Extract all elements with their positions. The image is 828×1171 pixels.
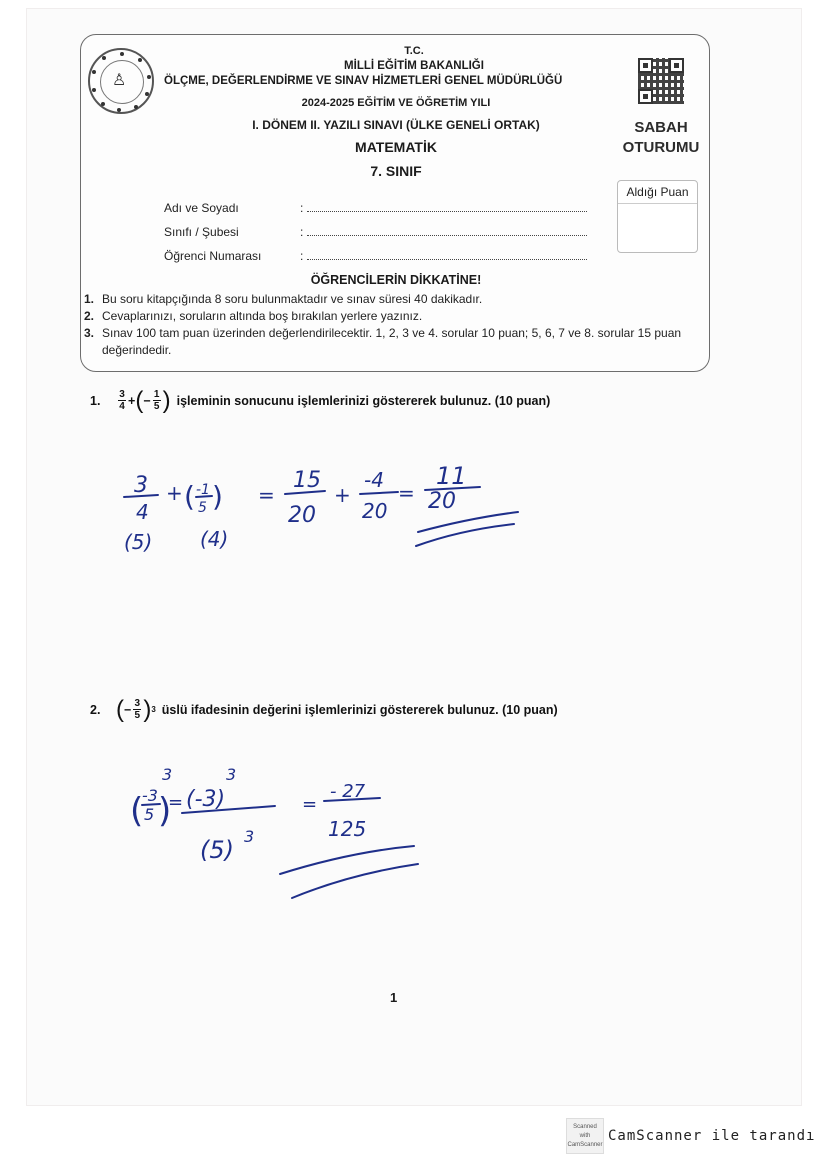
svg-text:-3: -3 [142,786,158,805]
student-number-field-label: Öğrenci Numarası [164,249,262,263]
header-directorate: ÖLÇME, DEĞERLENDİRME VE SINAV HİZMETLERİ GENEL MÜDÜRLÜĞÜ [164,75,563,87]
score-box-label: Aldığı Puan [618,181,697,204]
svg-text:=: = [258,483,275,507]
session-label: SABAH OTURUMU [622,119,700,156]
fraction: $\frac{1}{5}$ [153,389,160,412]
svg-text:20: 20 [428,489,456,514]
svg-text:20: 20 [288,503,316,528]
svg-text:11: 11 [436,462,467,490]
class-field[interactable]: Sınıfı / Şubesi : [164,225,587,239]
svg-text:125: 125 [328,817,367,841]
name-field[interactable]: Adı ve Soyadı : [164,201,587,215]
svg-text:3: 3 [134,473,148,498]
header-exam-name: I. DÖNEM II. YAZILI SINAVI (ÜLKE GENELİ ORTAK) [252,118,540,132]
svg-text:(5): (5) [124,530,153,554]
instructions-title: ÖĞRENCİLERİN DİKKATİNE! [310,273,482,287]
question-2-text: üslü ifadesinin değerini işlemlerinizi göstererek bulunuz. (10 puan) [161,702,558,717]
svg-text:3: 3 [162,765,173,784]
instruction-item: 3. Sınav 100 tam puan üzerinden değerlendirilecektir. 1, 2, 3 ve 4. sorular 10 puan; 5, 6, 7 ve 8. sorular 15 puan değerindedir. [84,326,682,357]
svg-text:): ) [158,791,172,831]
svg-text:-1: -1 [196,482,210,498]
svg-text:): ) [212,480,223,513]
svg-text:(5): (5) [200,836,234,864]
student-number-field[interactable]: Öğrenci Numarası : [164,249,587,263]
header-subject: MATEMATİK [355,139,437,155]
fraction: $\frac{3}{4}$ [119,389,125,412]
svg-text:(: ( [130,791,144,831]
svg-text:=: = [398,481,415,505]
svg-text:15: 15 [293,468,321,493]
fraction: $\frac{3}{5}$ [134,698,141,721]
header-academic-year: 2024-2025 EĞİTİM VE ÖĞRETİM YILI [301,97,491,109]
question-1: 1. $\frac{3}{4}$ + ( − $\frac{1}{5}$ ) işleminin sonucunu işlemlerinizi göstererek bulunuz. (10 puan) [90,386,551,414]
class-field-label: Sınıfı / Şubesi [164,225,239,239]
camscanner-watermark [566,1118,815,1154]
svg-text:3: 3 [244,827,255,846]
question-1-text: işleminin sonucunu işlemlerinizi göstererek bulunuz. (10 puan) [176,393,551,408]
svg-text:(: ( [184,480,195,513]
header-grade: 7. SINIF [370,163,422,179]
svg-text:- 27: - 27 [330,781,366,802]
question-2: 2. ( − $\frac{3}{5}$ ) 3 üslü ifadesinin değerini işlemlerinizi göstererek bulunuz. (10 puan) [90,695,558,723]
instruction-item: 1. Bu soru kitapçığında 8 soru bulunmaktadır ve sınav süresi 40 dakikadır. [84,292,483,306]
svg-text:=: = [302,794,318,815]
svg-text:3: 3 [226,765,237,784]
header-ministry: MİLLİ EĞİTİM BAKANLIĞI [344,60,484,72]
svg-text:=: = [168,792,184,813]
svg-text:5: 5 [198,500,207,516]
svg-text:20: 20 [362,499,388,523]
svg-text:-4: -4 [364,468,384,492]
page-number: 1 [390,990,398,1005]
svg-text:4: 4 [136,500,149,524]
svg-text:(4): (4) [200,527,229,551]
instruction-item: 2. Cevaplarınızı, soruların altında boş bırakılan yerlere yazınız. [84,309,423,323]
svg-text:(-3): (-3) [186,787,226,812]
header-tc: T.C. [404,45,424,57]
svg-text:5: 5 [144,805,155,824]
camscanner-logo-icon: Scanned with CamScanner [566,1118,604,1154]
ministry-seal-logo: ♙ [88,48,154,114]
camscanner-text: CamScanner ile tarandı [608,1128,816,1144]
svg-text:+: + [334,483,351,507]
svg-text:+: + [166,481,183,505]
name-field-label: Adı ve Soyadı [164,201,239,215]
